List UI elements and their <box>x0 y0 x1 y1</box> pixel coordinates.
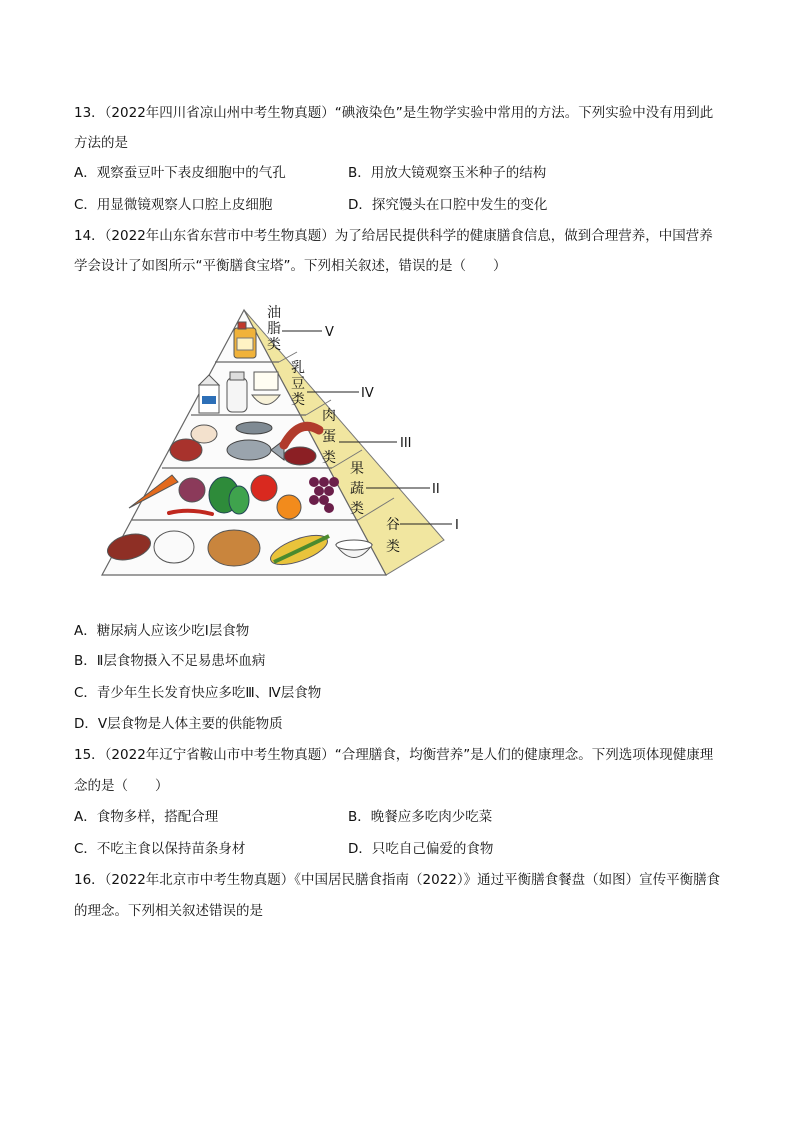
onion-icon <box>179 478 205 502</box>
q14-option-a: A．糖尿病人应该少吃Ⅰ层食物 <box>74 623 250 639</box>
layer5-number: V <box>325 325 334 340</box>
layer1-number: I <box>455 518 459 533</box>
layer3-label-char2: 蛋 <box>322 429 336 445</box>
q15-option-c: C．不吃主食以保持苗条身材 <box>74 841 246 857</box>
q14-stem-line1: 14．（2022年山东省东营市中考生物真题）为了给居民提供科学的健康膳食信息，做到合理营养，中国营养 <box>74 228 713 244</box>
q16-stem-line1: 16．（2022年北京市中考生物真题）《中国居民膳食指南（2022）》通过平衡膳食餐盘（如图）宣传平衡膳食 <box>74 872 721 888</box>
layer3-label-char3: 类 <box>322 450 336 466</box>
layer4-label-char2: 豆 <box>291 376 305 392</box>
q16-stem-line2: 的理念。下列相关叙述错误的是 <box>74 903 263 919</box>
q13-option-c: C．用显微镜观察人口腔上皮细胞 <box>74 197 273 213</box>
layer5-label-char2: 脂 <box>267 321 281 337</box>
layer1-label-char2: 类 <box>386 539 400 555</box>
steamed-bun-icon <box>154 531 194 563</box>
q14-option-b: B．Ⅱ层食物摄入不足易患坏血病 <box>74 653 266 669</box>
tofu-icon <box>254 372 278 390</box>
layer4-number: IV <box>361 386 374 401</box>
q15-option-a: A．食物多样，搭配合理 <box>74 809 219 825</box>
q13-option-b: B．用放大镜观察玉米种子的结构 <box>348 165 547 181</box>
layer2-number: II <box>432 482 440 497</box>
q13-stem-line1: 13．（2022年四川省凉山州中考生物真题）“碘液染色”是生物学实验中常用的方法。下列实验中没有用到此 <box>74 105 714 121</box>
q15-option-d: D．只吃自己偏爱的食物 <box>348 841 494 857</box>
layer2-label-char2: 蔬 <box>350 481 364 497</box>
layer3-label-char1: 肉 <box>322 408 336 424</box>
layer4-label-char3: 类 <box>291 392 305 408</box>
q14-option-d: D．Ⅴ层食物是人体主要的供能物质 <box>74 716 283 732</box>
layer5-label-char1: 油 <box>267 305 281 321</box>
milk-bottle-icon <box>227 372 247 412</box>
layer5-label-char3: 类 <box>267 337 281 353</box>
q13-option-d: D．探究馒头在口腔中发生的变化 <box>348 197 548 213</box>
food-pyramid-figure <box>74 300 494 585</box>
q15-stem-line2: 念的是（ ） <box>74 778 169 794</box>
q14-stem-line2: 学会设计了如图所示“平衡膳食宝塔”。下列相关叙述，错误的是（ ） <box>74 258 507 274</box>
tomato-icon <box>251 475 277 501</box>
layer1-label-char1: 谷 <box>386 517 400 533</box>
layer4-label-char1: 乳 <box>291 360 305 376</box>
bread-icon <box>208 530 260 566</box>
q14-option-c: C．青少年生长发育快应多吃Ⅲ、Ⅳ层食物 <box>74 685 322 701</box>
orange-icon <box>277 495 301 519</box>
q15-option-b: B．晚餐应多吃肉少吃菜 <box>348 809 493 825</box>
layer2-label-char3: 类 <box>350 501 364 517</box>
q15-stem-line1: 15．（2022年辽宁省鞍山市中考生物真题）“合理膳食，均衡营养”是人们的健康理念。下列选项体现健康理 <box>74 747 714 763</box>
q13-option-a: A．观察蚕豆叶下表皮细胞中的气孔 <box>74 165 286 181</box>
q13-stem-line2: 方法的是 <box>74 135 128 151</box>
layer2-label-char1: 果 <box>350 461 364 477</box>
layer3-number: III <box>400 436 412 451</box>
